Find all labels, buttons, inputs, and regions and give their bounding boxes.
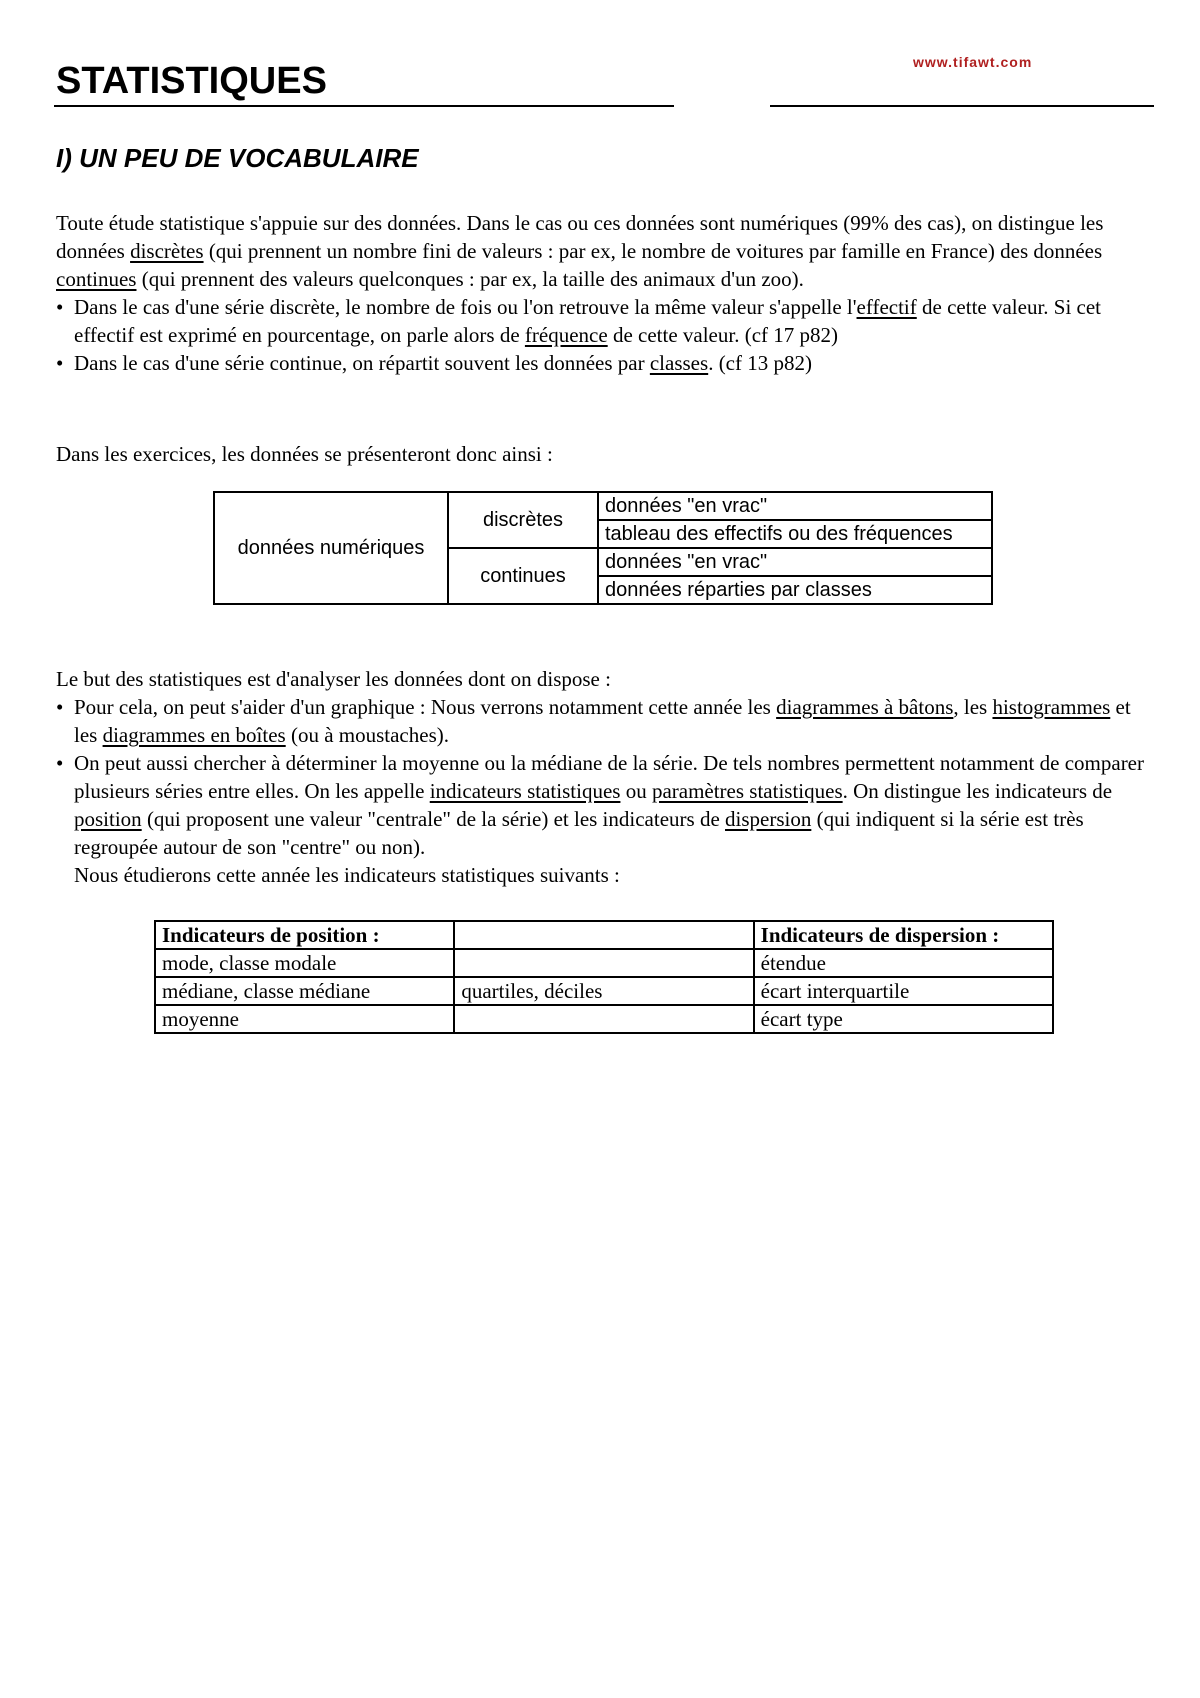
bullet-icon: • — [56, 351, 64, 375]
term-continues: continues — [56, 267, 137, 291]
text: Pour cela, on peut s'aider d'un graphique : Nous verrons notamment cette année les — [74, 695, 777, 719]
text: Toute étude statistique s'appuie sur des données. Dans le cas ou ces données sont numériques (99% des cas), on distingue les données — [56, 211, 1104, 263]
text: ou — [620, 779, 652, 803]
table-row — [155, 949, 1053, 977]
text: On peut aussi chercher à déterminer la moyenne ou la médiane de la série. De tels nombres permettent notamment de comparer plusieurs séries entre elles. On les appelle — [74, 751, 1144, 803]
text: (ou à moustaches). — [285, 723, 449, 747]
intro-paragraph — [56, 209, 1156, 293]
term-frequence: fréquence — [524, 323, 608, 347]
text: de cette valeur. (cf 17 p82) — [607, 323, 839, 347]
term-diagrammes-boites: diagrammes en boîtes — [102, 723, 286, 747]
table-cell: données "en vrac" — [598, 492, 992, 520]
text: (qui prennent des valeurs quelconques : par ex, la taille des animaux d'un zoo). — [136, 267, 804, 291]
table-cell: continues — [448, 548, 598, 604]
table-cell: écart type — [754, 1005, 1053, 1033]
term-effectif: effectif — [856, 295, 917, 319]
text: (qui prennent un nombre fini de valeurs : par ex, le nombre de voitures par famille en France) des données — [203, 239, 1103, 263]
exercises-line: Dans les exercices, les données se présenteront donc ainsi : — [56, 442, 553, 466]
table-cell: mode, classe modale — [155, 949, 454, 977]
term-position: position — [74, 807, 142, 831]
table-cell: médiane, classe médiane — [155, 977, 454, 1005]
text: Dans le cas d'une série discrète, le nombre de fois ou l'on retrouve la même valeur s'appelle l' — [74, 295, 857, 319]
term-classes: classes — [649, 351, 709, 375]
table-cell: moyenne — [155, 1005, 454, 1033]
title-underline-left — [54, 105, 674, 107]
table-cell: étendue — [754, 949, 1053, 977]
list-item — [56, 349, 1156, 377]
term-histogrammes: histogrammes — [992, 695, 1111, 719]
section-heading: I) UN PEU DE VOCABULAIRE — [56, 143, 419, 173]
table-cell: tableau des effectifs ou des fréquences — [598, 520, 992, 548]
page-title: STATISTIQUES — [56, 60, 327, 102]
header-position: Indicateurs de position : — [155, 921, 454, 949]
text: et les — [74, 695, 1131, 747]
text: . (cf 13 p82) — [708, 351, 812, 375]
table-cell: écart interquartile — [754, 977, 1053, 1005]
table-cell — [454, 949, 753, 977]
indicators-table — [154, 920, 1054, 1034]
data-types-table — [213, 491, 993, 605]
closing-line: Nous étudierons cette année les indicateurs statistiques suivants : — [74, 863, 620, 887]
table-row — [155, 1005, 1053, 1033]
list-item — [56, 293, 1156, 349]
table-cell — [454, 1005, 753, 1033]
text: (qui proposent une valeur "centrale" de la série) et les indicateurs de — [141, 807, 726, 831]
text: . On distingue les indicateurs de — [842, 779, 1113, 803]
analysis-section — [56, 665, 1156, 889]
text: Dans le cas d'une série continue, on répartit souvent les données par — [74, 351, 650, 375]
term-dispersion: dispersion — [725, 807, 812, 831]
bullet-icon: • — [56, 751, 64, 775]
list-item — [56, 749, 1156, 889]
term-discretes: discrètes — [130, 239, 204, 263]
table-cell: quartiles, déciles — [454, 977, 753, 1005]
table-cell: discrètes — [448, 492, 598, 548]
analysis-intro: Le but des statistiques est d'analyser les données dont on dispose : — [56, 667, 611, 691]
table-cell: données "en vrac" — [598, 548, 992, 576]
vocabulary-section — [56, 209, 1156, 377]
term-parametres-statistiques: paramètres statistiques — [651, 779, 843, 803]
title-underline-right — [770, 105, 1154, 107]
table-cell: données réparties par classes — [598, 576, 992, 604]
bullet-icon: • — [56, 295, 64, 319]
bullet-icon: • — [56, 695, 64, 719]
header-dispersion: Indicateurs de dispersion : — [754, 921, 1053, 949]
text: (qui indiquent si la série est très regroupée autour de son "centre" ou non). — [74, 807, 1084, 859]
term-indicateurs-statistiques: indicateurs statistiques — [429, 779, 621, 803]
text: de cette valeur. Si cet effectif est exprimé en pourcentage, on parle alors de — [74, 295, 1102, 347]
website-url: www.tifawt.com — [913, 54, 1033, 70]
table-header-row — [155, 921, 1053, 949]
list-item — [56, 693, 1156, 749]
table-row — [155, 977, 1053, 1005]
text: , les — [953, 695, 993, 719]
table-row — [214, 492, 992, 520]
table-cell: données numériques — [214, 492, 448, 604]
header-middle — [454, 921, 753, 949]
term-diagrammes-batons: diagrammes à bâtons — [776, 695, 954, 719]
